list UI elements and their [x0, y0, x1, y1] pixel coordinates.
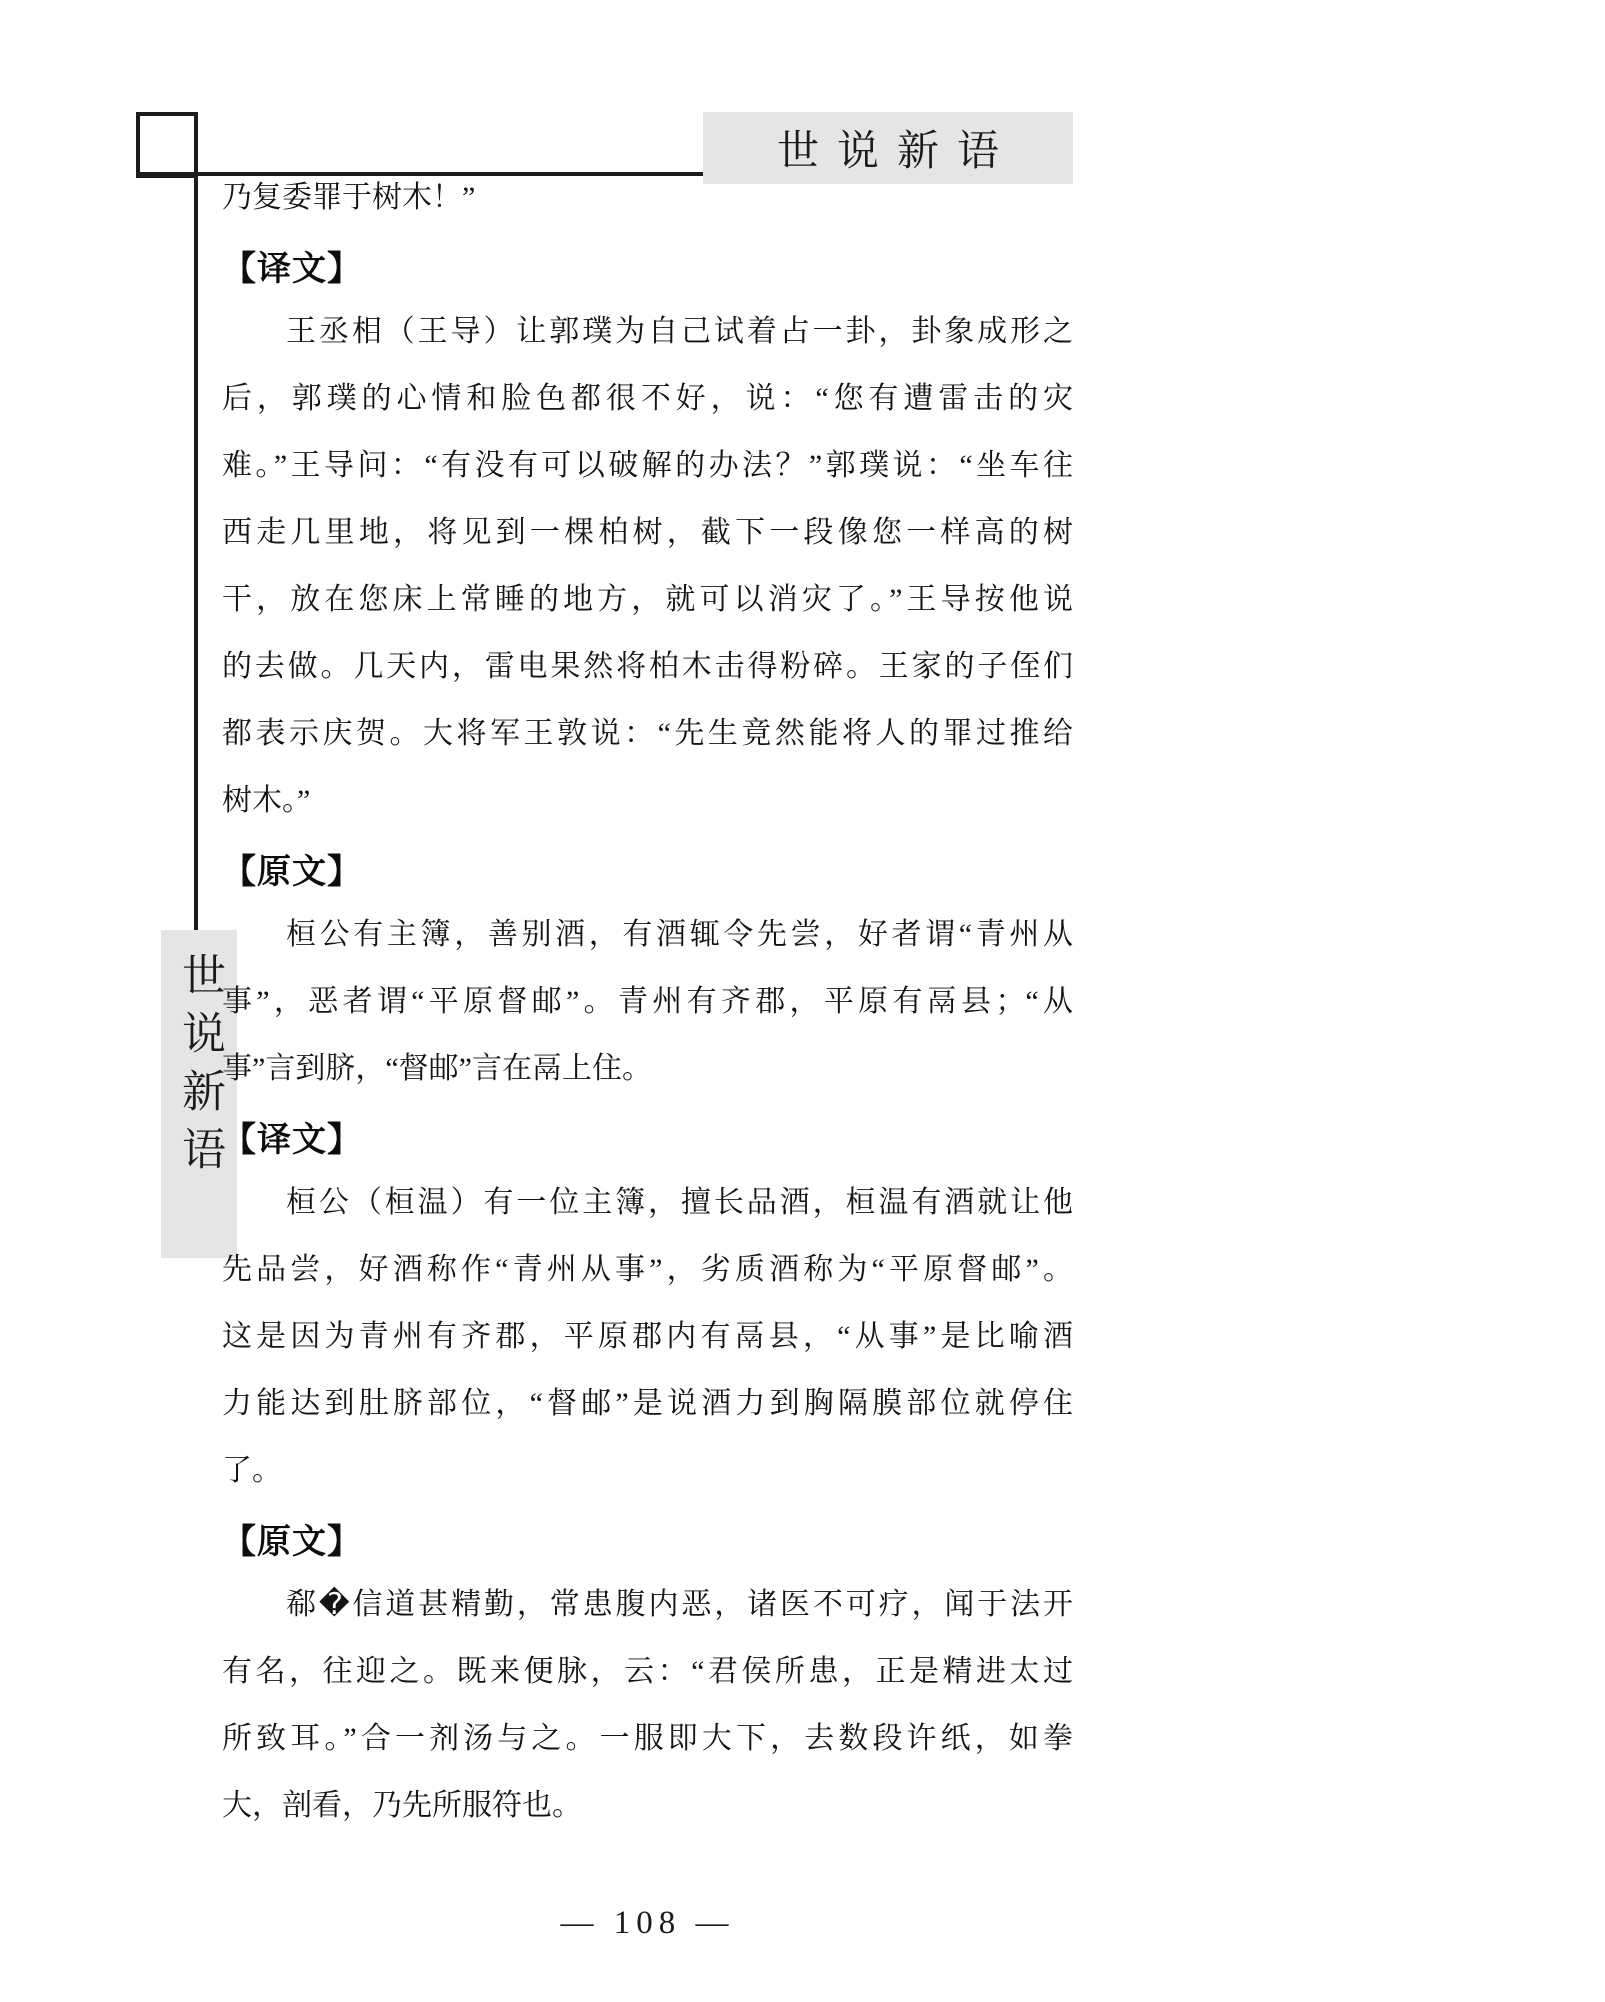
text-line: 事”，恶者谓“平原督邮”。青州有齐郡，平原有鬲县；“从	[222, 985, 1073, 1019]
content-row	[222, 1572, 1073, 1639]
text-column	[222, 165, 1073, 1840]
content-row	[222, 1371, 1073, 1438]
content-row	[222, 902, 1073, 969]
text-line: 桓公有主簿，善别酒，有酒辄令先尝，好者谓“青州从	[286, 918, 1073, 952]
section-heading: 【译文】	[222, 250, 362, 288]
content-row	[222, 1103, 1073, 1170]
text-line: 事”言到脐，“督邮”言在鬲上住。	[222, 1052, 652, 1086]
content-row	[222, 1036, 1073, 1103]
content-row	[222, 1304, 1073, 1371]
text-line: 了。	[222, 1454, 282, 1488]
running-head-title: 世说新语	[703, 112, 1073, 184]
corner-square-ornament	[136, 112, 198, 178]
text-line: 郗�信道甚精勤，常患腹内恶，诸医不可疗，闻于法开	[286, 1588, 1073, 1622]
content-row	[222, 969, 1073, 1036]
text-line: 王丞相（王导）让郭璞为自己试着占一卦，卦象成形之	[286, 315, 1073, 349]
content-row	[222, 1706, 1073, 1773]
text-line: 力能达到肚脐部位，“督邮”是说酒力到胸隔膜部位就停住	[222, 1387, 1073, 1421]
content-row	[222, 366, 1073, 433]
section-heading: 【原文】	[222, 1523, 362, 1561]
text-line: 西走几里地，将见到一棵柏树，截下一段像您一样高的树	[222, 516, 1073, 550]
content-row	[222, 1438, 1073, 1505]
text-line: 后，郭璞的心情和脸色都很不好，说：“您有遭雷击的灾	[222, 382, 1073, 416]
content-row	[222, 634, 1073, 701]
text-line: 先品尝，好酒称作“青州从事”，劣质酒称为“平原督邮”。	[222, 1253, 1073, 1287]
text-line: 桓公（桓温）有一位主簿，擅长品酒，桓温有酒就让他	[286, 1186, 1073, 1220]
content-row	[222, 1639, 1073, 1706]
content-row	[222, 701, 1073, 768]
content-row	[222, 768, 1073, 835]
text-line: 树木。”	[222, 784, 311, 818]
content-row	[222, 835, 1073, 902]
text-line: 大，剖看，乃先所服符也。	[222, 1789, 582, 1823]
content-row	[222, 1170, 1073, 1237]
content-row	[222, 299, 1073, 366]
text-line: 有名，往迎之。既来便脉，云：“君侯所患，正是精进太过	[222, 1655, 1073, 1689]
content-row	[222, 1505, 1073, 1572]
content-row	[222, 500, 1073, 567]
text-line: 干，放在您床上常睡的地方，就可以消灾了。”王导按他说	[222, 583, 1073, 617]
text-line: 乃复委罪于树木！”	[222, 181, 476, 215]
text-line: 都表示庆贺。大将军王敦说：“先生竟然能将人的罪过推给	[222, 717, 1073, 751]
content-row	[222, 232, 1073, 299]
text-line: 难。”王导问：“有没有可以破解的办法？”郭璞说：“坐车往	[222, 449, 1073, 483]
content-row	[222, 433, 1073, 500]
section-heading: 【译文】	[222, 1121, 362, 1159]
text-line: 的去做。几天内，雷电果然将柏木击得粉碎。王家的子侄们	[222, 650, 1073, 684]
page-number: — 108 —	[560, 1905, 735, 1941]
content-row	[222, 1237, 1073, 1304]
section-heading: 【原文】	[222, 853, 362, 891]
text-line: 所致耳。”合一剂汤与之。一服即大下，去数段许纸，如拳	[222, 1722, 1073, 1756]
text-line: 这是因为青州有齐郡，平原郡内有鬲县，“从事”是比喻酒	[222, 1320, 1073, 1354]
book-title-sidebar: 世说新语	[161, 930, 237, 1258]
content-row	[222, 1773, 1073, 1840]
content-row	[222, 165, 1073, 232]
vertical-rule	[194, 112, 198, 930]
content-row	[222, 567, 1073, 634]
